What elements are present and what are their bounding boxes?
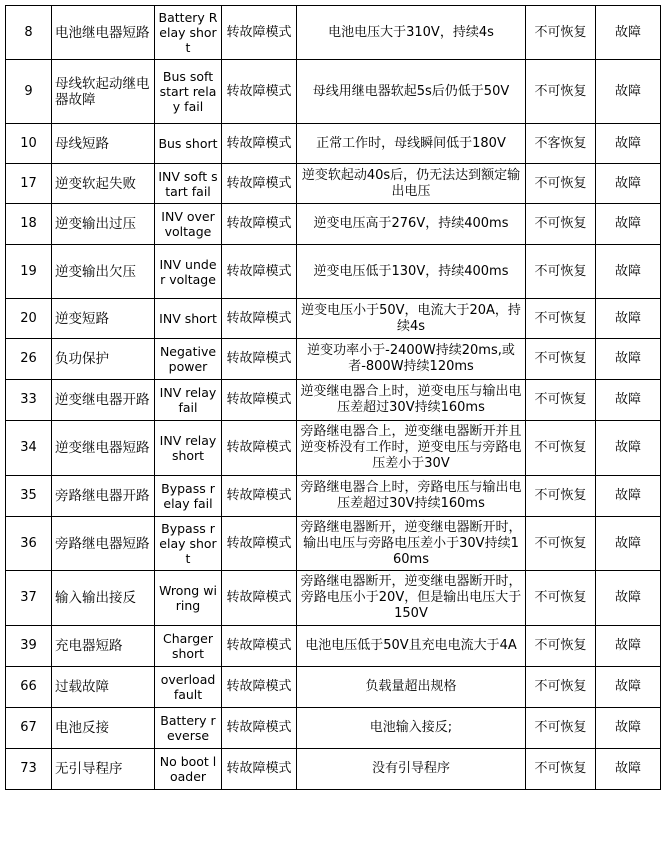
fault-type-cell: 故障 bbox=[596, 626, 661, 667]
table-row bbox=[6, 749, 661, 790]
fault-recovery-cell: 不可恢复 bbox=[526, 204, 596, 245]
fault-name-en-cell: Negative power bbox=[155, 339, 222, 380]
fault-name-en-cell: Wrong wiring bbox=[155, 571, 222, 626]
fault-type-cell: 故障 bbox=[596, 708, 661, 749]
fault-code-cell: 17 bbox=[6, 164, 52, 204]
fault-recovery-cell: 不可恢复 bbox=[526, 245, 596, 299]
fault-name-en-cell: Bus short bbox=[155, 124, 222, 164]
fault-type-cell: 故障 bbox=[596, 124, 661, 164]
fault-mode-cell: 转故障模式 bbox=[222, 245, 297, 299]
table-row bbox=[6, 571, 661, 626]
fault-mode-cell: 转故障模式 bbox=[222, 667, 297, 708]
table-row bbox=[6, 708, 661, 749]
fault-recovery-cell: 不可恢复 bbox=[526, 380, 596, 421]
fault-mode-cell: 转故障模式 bbox=[222, 626, 297, 667]
fault-name-en-cell: Bus soft start relay fail bbox=[155, 60, 222, 124]
fault-name-en-cell: INV relay short bbox=[155, 421, 222, 476]
fault-type-cell: 故障 bbox=[596, 380, 661, 421]
fault-code-cell: 66 bbox=[6, 667, 52, 708]
fault-name-cn-cell: 逆变继电器短路 bbox=[52, 421, 155, 476]
fault-condition-cell: 旁路继电器断开，逆变继电器断开时，旁路电压小于20V，但是输出电压大于150V bbox=[297, 571, 526, 626]
fault-code-cell: 36 bbox=[6, 517, 52, 571]
fault-name-cn-cell: 负功保护 bbox=[52, 339, 155, 380]
fault-condition-cell: 母线用继电器软起5s后仍低于50V bbox=[297, 60, 526, 124]
table-row bbox=[6, 6, 661, 60]
fault-name-cn-cell: 电池继电器短路 bbox=[52, 6, 155, 60]
fault-name-cn-cell: 无引导程序 bbox=[52, 749, 155, 790]
fault-mode-cell: 转故障模式 bbox=[222, 299, 297, 339]
table-row bbox=[6, 299, 661, 339]
fault-type-cell: 故障 bbox=[596, 339, 661, 380]
fault-name-cn-cell: 逆变软起失败 bbox=[52, 164, 155, 204]
fault-name-en-cell: Charger short bbox=[155, 626, 222, 667]
fault-condition-cell: 没有引导程序 bbox=[297, 749, 526, 790]
fault-condition-cell: 逆变继电器合上时，逆变电压与输出电压差超过30V持续160ms bbox=[297, 380, 526, 421]
table-row bbox=[6, 626, 661, 667]
fault-condition-cell: 逆变功率小于-2400W持续20ms,或者-800W持续120ms bbox=[297, 339, 526, 380]
table-row bbox=[6, 245, 661, 299]
fault-name-cn-cell: 逆变输出过压 bbox=[52, 204, 155, 245]
fault-name-cn-cell: 过载故障 bbox=[52, 667, 155, 708]
table-row bbox=[6, 124, 661, 164]
fault-recovery-cell: 不可恢复 bbox=[526, 476, 596, 517]
fault-mode-cell: 转故障模式 bbox=[222, 476, 297, 517]
fault-code-cell: 9 bbox=[6, 60, 52, 124]
fault-type-cell: 故障 bbox=[596, 667, 661, 708]
fault-condition-cell: 旁路继电器合上时，旁路电压与输出电压差超过30V持续160ms bbox=[297, 476, 526, 517]
fault-name-cn-cell: 旁路继电器开路 bbox=[52, 476, 155, 517]
table-row bbox=[6, 517, 661, 571]
fault-recovery-cell: 不可恢复 bbox=[526, 517, 596, 571]
fault-type-cell: 故障 bbox=[596, 517, 661, 571]
fault-mode-cell: 转故障模式 bbox=[222, 164, 297, 204]
fault-recovery-cell: 不可恢复 bbox=[526, 667, 596, 708]
fault-recovery-cell: 不可恢复 bbox=[526, 60, 596, 124]
fault-name-en-cell: INV over voltage bbox=[155, 204, 222, 245]
fault-code-cell: 8 bbox=[6, 6, 52, 60]
fault-name-en-cell: No boot loader bbox=[155, 749, 222, 790]
fault-code-cell: 10 bbox=[6, 124, 52, 164]
fault-recovery-cell: 不可恢复 bbox=[526, 164, 596, 204]
fault-name-en-cell: Battery reverse bbox=[155, 708, 222, 749]
fault-mode-cell: 转故障模式 bbox=[222, 6, 297, 60]
fault-code-cell: 35 bbox=[6, 476, 52, 517]
table-row bbox=[6, 476, 661, 517]
fault-code-cell: 34 bbox=[6, 421, 52, 476]
table-row bbox=[6, 204, 661, 245]
table-body bbox=[6, 6, 661, 790]
fault-name-cn-cell: 母线软起动继电器故障 bbox=[52, 60, 155, 124]
fault-mode-cell: 转故障模式 bbox=[222, 380, 297, 421]
fault-mode-cell: 转故障模式 bbox=[222, 339, 297, 380]
fault-code-cell: 19 bbox=[6, 245, 52, 299]
fault-mode-cell: 转故障模式 bbox=[222, 421, 297, 476]
fault-mode-cell: 转故障模式 bbox=[222, 517, 297, 571]
fault-name-en-cell: INV short bbox=[155, 299, 222, 339]
fault-type-cell: 故障 bbox=[596, 476, 661, 517]
fault-recovery-cell: 不可恢复 bbox=[526, 626, 596, 667]
fault-condition-cell: 电池电压低于50V且充电电流大于4A bbox=[297, 626, 526, 667]
fault-recovery-cell: 不可恢复 bbox=[526, 299, 596, 339]
fault-condition-cell: 电池电压大于310V，持续4s bbox=[297, 6, 526, 60]
fault-name-en-cell: INV soft start fail bbox=[155, 164, 222, 204]
fault-name-cn-cell: 逆变短路 bbox=[52, 299, 155, 339]
fault-condition-cell: 逆变电压小于50V，电流大于20A，持续4s bbox=[297, 299, 526, 339]
fault-condition-cell: 电池输入接反; bbox=[297, 708, 526, 749]
fault-name-cn-cell: 逆变继电器开路 bbox=[52, 380, 155, 421]
fault-mode-cell: 转故障模式 bbox=[222, 124, 297, 164]
fault-condition-cell: 旁路继电器合上，逆变继电器断开并且逆变桥没有工作时，逆变电压与旁路电压差小于30V bbox=[297, 421, 526, 476]
table-row bbox=[6, 164, 661, 204]
fault-mode-cell: 转故障模式 bbox=[222, 204, 297, 245]
fault-type-cell: 故障 bbox=[596, 164, 661, 204]
fault-type-cell: 故障 bbox=[596, 245, 661, 299]
fault-type-cell: 故障 bbox=[596, 571, 661, 626]
fault-name-en-cell: Bypass relay short bbox=[155, 517, 222, 571]
fault-mode-cell: 转故障模式 bbox=[222, 571, 297, 626]
fault-code-cell: 37 bbox=[6, 571, 52, 626]
fault-mode-cell: 转故障模式 bbox=[222, 60, 297, 124]
fault-name-cn-cell: 旁路继电器短路 bbox=[52, 517, 155, 571]
table-row bbox=[6, 667, 661, 708]
fault-type-cell: 故障 bbox=[596, 6, 661, 60]
fault-code-cell: 33 bbox=[6, 380, 52, 421]
fault-name-en-cell: overload fault bbox=[155, 667, 222, 708]
fault-condition-cell: 正常工作时，母线瞬间低于180V bbox=[297, 124, 526, 164]
fault-type-cell: 故障 bbox=[596, 299, 661, 339]
fault-type-cell: 故障 bbox=[596, 421, 661, 476]
table-row bbox=[6, 380, 661, 421]
fault-name-cn-cell: 电池反接 bbox=[52, 708, 155, 749]
fault-condition-cell: 逆变电压高于276V，持续400ms bbox=[297, 204, 526, 245]
fault-name-en-cell: INV under voltage bbox=[155, 245, 222, 299]
fault-name-en-cell: Battery Relay short bbox=[155, 6, 222, 60]
fault-recovery-cell: 不可恢复 bbox=[526, 571, 596, 626]
fault-recovery-cell: 不可恢复 bbox=[526, 6, 596, 60]
fault-type-cell: 故障 bbox=[596, 749, 661, 790]
fault-name-cn-cell: 充电器短路 bbox=[52, 626, 155, 667]
fault-code-cell: 73 bbox=[6, 749, 52, 790]
fault-condition-cell: 负载量超出规格 bbox=[297, 667, 526, 708]
fault-mode-cell: 转故障模式 bbox=[222, 708, 297, 749]
fault-recovery-cell: 不可恢复 bbox=[526, 421, 596, 476]
fault-code-cell: 26 bbox=[6, 339, 52, 380]
fault-condition-cell: 逆变电压低于130V，持续400ms bbox=[297, 245, 526, 299]
fault-name-en-cell: INV relay fail bbox=[155, 380, 222, 421]
fault-code-cell: 67 bbox=[6, 708, 52, 749]
fault-name-cn-cell: 母线短路 bbox=[52, 124, 155, 164]
table-row bbox=[6, 421, 661, 476]
fault-code-cell: 18 bbox=[6, 204, 52, 245]
fault-condition-cell: 旁路继电器断开，逆变继电器断开时，输出电压与旁路电压差小于30V持续160ms bbox=[297, 517, 526, 571]
fault-type-cell: 故障 bbox=[596, 60, 661, 124]
fault-condition-cell: 逆变软起动40s后，仍无法达到额定输出电压 bbox=[297, 164, 526, 204]
fault-type-cell: 故障 bbox=[596, 204, 661, 245]
fault-recovery-cell: 不可恢复 bbox=[526, 339, 596, 380]
fault-name-en-cell: Bypass relay fail bbox=[155, 476, 222, 517]
fault-recovery-cell: 不客恢复 bbox=[526, 124, 596, 164]
fault-code-cell: 39 bbox=[6, 626, 52, 667]
table-row bbox=[6, 339, 661, 380]
fault-code-table bbox=[5, 5, 661, 790]
fault-mode-cell: 转故障模式 bbox=[222, 749, 297, 790]
table-row bbox=[6, 60, 661, 124]
fault-name-cn-cell: 逆变输出欠压 bbox=[52, 245, 155, 299]
fault-recovery-cell: 不可恢复 bbox=[526, 708, 596, 749]
fault-recovery-cell: 不可恢复 bbox=[526, 749, 596, 790]
fault-code-cell: 20 bbox=[6, 299, 52, 339]
fault-name-cn-cell: 输入输出接反 bbox=[52, 571, 155, 626]
